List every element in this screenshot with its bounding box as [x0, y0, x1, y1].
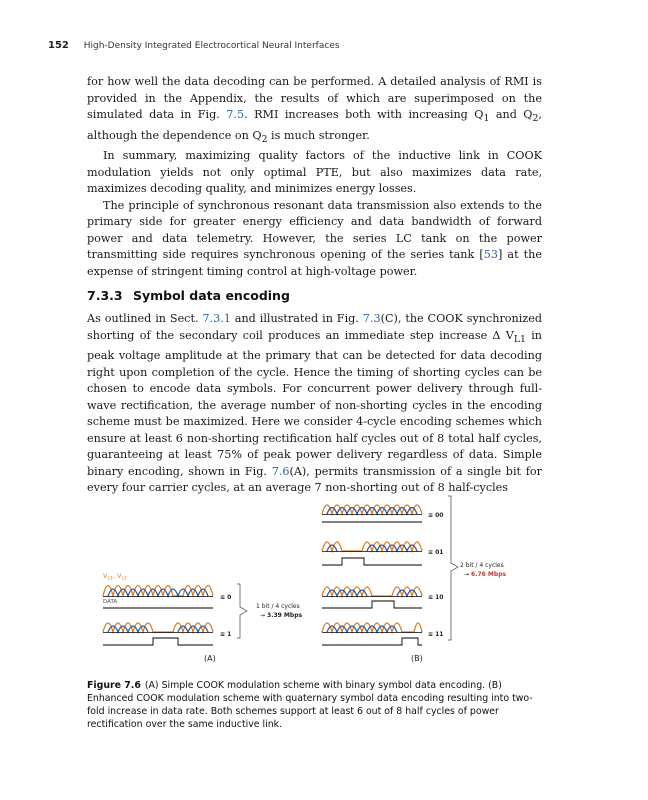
figure-caption [87, 679, 542, 731]
symbol-1: ≡ 1 [220, 631, 232, 638]
panel-a [103, 572, 302, 663]
rate-a-line2: → 3.39 Mbps [260, 612, 303, 619]
brace-a [237, 584, 247, 638]
data-label: DATA [103, 599, 118, 605]
caption-text: (A) Simple COOK modulation scheme with binary symbol data encoding. (B) Enhanced COOK modulation scheme with quaternary symbol data encoding resulting into two-fold increase in data rate. Both schemes support at least 6 out of 8 half cycles of power rectification over the same inductive link. [87, 680, 533, 730]
paragraph-rmi: for how well the data decoding can be performed. A detailed analysis of RMI is provided in the Appendix, the results of which are superimposed on the simulated data in Fig. 7.5. RMI increases both with increasing $Q_1$ and $Q_2$, although the dependence on $Q_2$ is much stronger. [87, 75, 542, 145]
data-line-b01 [322, 558, 422, 565]
panel-a-label: (A) [204, 654, 216, 663]
running-header [48, 40, 568, 54]
waveform-a1-orange [103, 623, 213, 632]
section-title: Symbol data encoding [132, 288, 290, 303]
body-section [87, 311, 542, 497]
paragraph-encoding: As outlined in Sect. 7.3.1 and illustrated in Fig. 7.3(C), the COOK synchronized shorting of the secondary coil produces an immediate step increase Δ $V_{L1}$ in peak voltage amplitude at the primary that can be detected for data decoding right upon completion of the cycle. Hence the timing of shorting cycles can be chosen to encode data symbols. For concurrent power delivery through full-wave rectification, the average number of non-shorting cycles in the encoding scheme must be maximized. Here we consider 4-cycle encoding schemes which ensure at least 6 non-shorting rectification half cycles out of 8 total half cycles, guaranteeing at least 75% of peak power delivery regardless of data. Simple binary encoding, shown in Fig. 7.6(A), permits transmission of a single bit for every four carrier cycles, at an average 7 non-shorting out of 8 half-cycles [87, 312, 543, 495]
rate-b-line2: → 6.76 Mbps [464, 571, 507, 578]
figure-svg [100, 490, 540, 670]
figure-link[interactable]: 7.3 [362, 312, 381, 325]
symbol-01: ≡ 01 [428, 549, 444, 556]
brace-b [448, 496, 458, 640]
running-title: High-Density Integrated Electrocortical Neural Interfaces [83, 41, 340, 51]
rate-a-line1: 1 bit / 4 cycles [256, 603, 300, 610]
section-number: 7.3.3 [87, 288, 123, 303]
vl-label: $V_{L1}$, $V_{L2}$ [103, 572, 127, 582]
body-top [87, 74, 542, 280]
data-line-a1 [103, 638, 213, 645]
citation-link[interactable]: 53 [483, 248, 498, 262]
figure-7-6 [100, 490, 540, 670]
data-line-b11 [322, 638, 422, 645]
symbol-0: ≡ 0 [220, 594, 232, 601]
section-link[interactable]: 7.3.1 [202, 312, 231, 325]
panel-b-label: (B) [411, 654, 423, 663]
paragraph-summary: In summary, maximizing quality factors of the inductive link in COOK modulation yields not only optimal PTE, but also maximizes data rate, maximizes decoding quality, and minimizes energy losses. [87, 149, 542, 196]
symbol-11: ≡ 11 [428, 631, 444, 638]
figure-link[interactable]: 7.5 [226, 108, 245, 121]
data-line-b10 [322, 601, 422, 608]
paragraph-principle: The principle of synchronous resonant data transmission also extends to the primary side for greater energy efficiency and data bandwidth of forward power and data telemetry. However, the series LC tank on the power transmitting side requires synchronous opening of the series tank [53] at the expense of stringent timing control at high-voltage power. [87, 198, 542, 278]
figure-link[interactable]: 7.6 [271, 464, 290, 478]
page-number: 152 [48, 40, 69, 51]
symbol-10: ≡ 10 [428, 594, 444, 601]
section-heading [87, 288, 542, 303]
symbol-00: ≡ 00 [428, 512, 444, 519]
panel-b [322, 496, 506, 663]
rate-b-line1: 2 bit / 4 cycles [460, 562, 504, 569]
caption-label: Figure 7.6 [87, 680, 141, 691]
